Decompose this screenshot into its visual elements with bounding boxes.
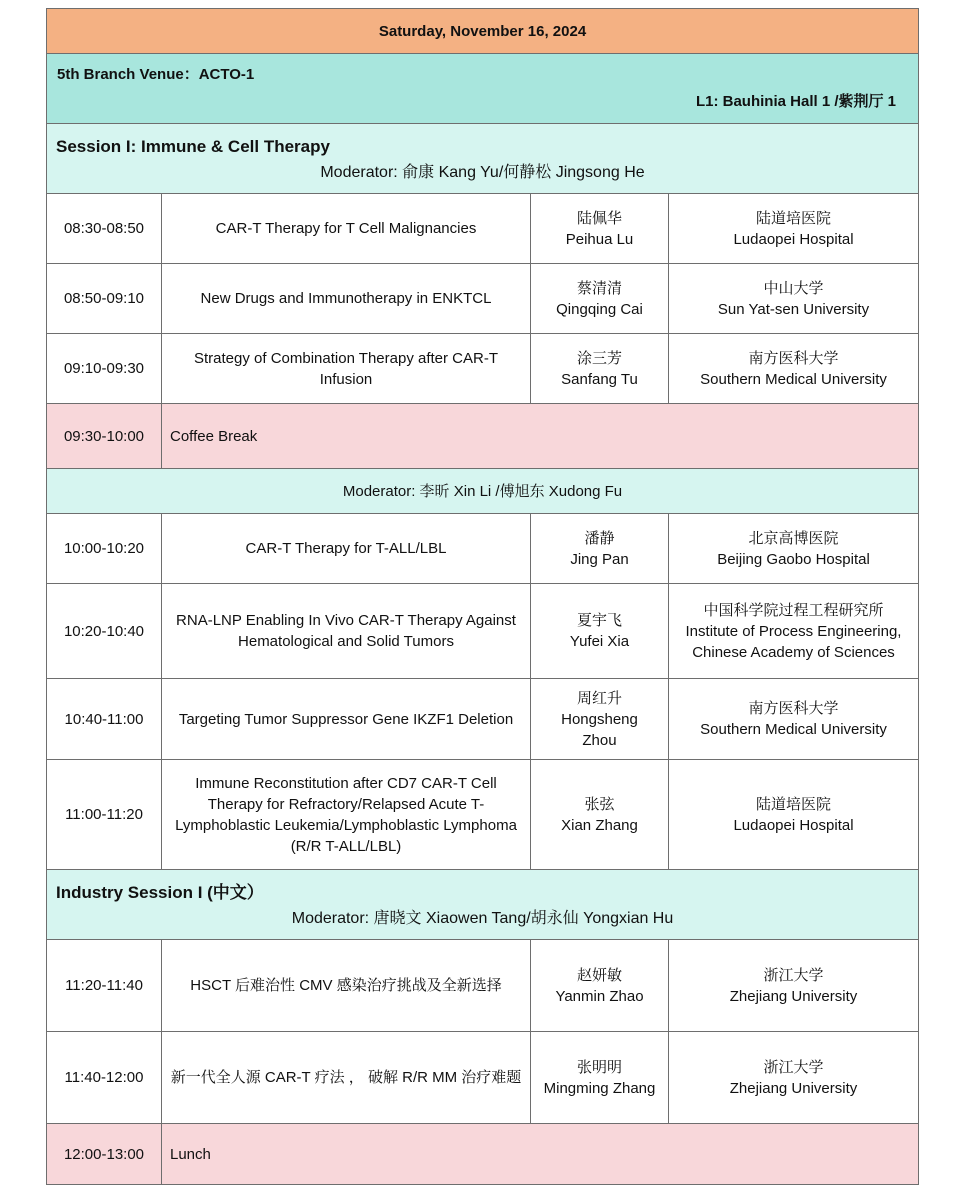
talk-speaker [531,940,669,1032]
moderator-row [47,469,919,514]
institution-cn: 陆道培医院 [756,209,832,227]
talk-speaker [531,514,669,584]
talk-title: Strategy of Combination Therapy after CAR-T Infusion [162,334,531,404]
institution-cn: 浙江大学 [763,1058,824,1076]
institution-cn: 中国科学院过程工程研究所 [703,601,884,619]
talk-row [47,264,919,334]
institution-en: Ludaopei Hospital [733,230,854,248]
talk-speaker [531,194,669,264]
talk-institution [669,264,919,334]
talk-time: 11:00-11:20 [47,760,162,870]
institution-en: Sun Yat-sen University [717,300,870,318]
speaker-en: Mingming Zhang [543,1079,656,1097]
speaker-en: Sanfang Tu [561,370,638,388]
talk-time: 11:40-12:00 [47,1032,162,1124]
session-title: Session I: Immune & Cell Therapy [56,137,330,156]
institution-cn: 北京高博医院 [748,529,839,547]
talk-title: Immune Reconstitution after CD7 CAR-T Cell Therapy for Refractory/Relapsed Acute T-Lymphoblastic Leukemia/Lymphoblastic Lymphoma (R/R T-ALL/LBL) [162,760,531,870]
speaker-cn: 夏宇飞 [576,612,622,629]
talk-title: CAR-T Therapy for T-ALL/LBL [162,514,531,584]
speaker-en: Peihua Lu [565,230,634,248]
talk-speaker [531,584,669,679]
institution-cn: 南方医科大学 [748,349,839,367]
institution-en: Beijing Gaobo Hospital [717,550,870,568]
lunch-label: Lunch [162,1124,919,1185]
talk-row [47,1032,919,1124]
speaker-en: Jing Pan [570,550,629,568]
institution-en: Institute of Process Engineering, Chinese Academy of Sciences [685,622,902,661]
industry-session-title: Industry Session I (中文） [56,883,264,902]
session-header-row [47,124,919,194]
lunch-time: 12:00-13:00 [47,1124,162,1185]
coffee-break-time: 09:30-10:00 [47,404,162,469]
speaker-cn: 周红升 [576,689,622,707]
talk-title: HSCT 后难治性 CMV 感染治疗挑战及全新选择 [162,940,531,1032]
speaker-en: Xian Zhang [561,816,638,834]
date-header-row [47,9,919,54]
institution-cn: 南方医科大学 [748,700,839,717]
institution-en: Southern Medical University [700,370,887,388]
schedule-table [46,8,919,1185]
speaker-en: Qingqing Cai [556,300,643,318]
talk-institution [669,940,919,1032]
speaker-cn: 张弦 [584,795,615,813]
session-moderator: Moderator: 李昕 Xin Li /傅旭东 Xudong Fu [47,469,919,514]
talk-time: 11:20-11:40 [47,940,162,1032]
speaker-cn: 赵妍敏 [576,966,622,984]
talk-time: 09:10-09:30 [47,334,162,404]
coffee-break-label: Coffee Break [162,404,919,469]
talk-title: New Drugs and Immunotherapy in ENKTCL [162,264,531,334]
institution-cn: 陆道培医院 [756,795,832,813]
talk-time: 10:40-11:00 [47,679,162,760]
talk-row [47,940,919,1032]
talk-row [47,760,919,870]
coffee-break-row [47,404,919,469]
talk-institution [669,760,919,870]
speaker-cn: 张明明 [576,1058,622,1076]
speaker-cn: 涂三芳 [576,349,622,367]
institution-cn: 中山大学 [763,279,824,297]
industry-session-moderator: Moderator: 唐晓文 Xiaowen Tang/胡永仙 Yongxian Hu [291,910,674,927]
venue-hall: L1: Bauhinia Hall 1 /紫荆厅 1 [695,93,897,110]
talk-speaker [531,264,669,334]
speaker-cn: 潘静 [584,529,615,547]
talk-row [47,194,919,264]
talk-time: 08:50-09:10 [47,264,162,334]
talk-speaker [531,1032,669,1124]
venue-name: 5th Branch Venue：ACTO-1 [57,66,255,83]
talk-title: 新一代全人源 CAR-T 疗法 ， 破解 R/R MM 治疗难题 [162,1032,531,1124]
institution-en: Zhejiang University [729,987,858,1005]
venue-row [47,54,919,124]
talk-speaker [531,760,669,870]
speaker-en: Yufei Xia [569,633,630,650]
speaker-cn: 蔡清清 [576,279,622,297]
lunch-row [47,1124,919,1185]
talk-time: 08:30-08:50 [47,194,162,264]
speaker-en: Yanmin Zhao [555,987,644,1005]
speaker-en: Hongsheng Zhou [561,710,638,749]
talk-row [47,584,919,679]
talk-institution [669,1032,919,1124]
talk-speaker [531,334,669,404]
talk-title: Targeting Tumor Suppressor Gene IKZF1 Deletion [162,679,531,760]
talk-row [47,514,919,584]
date-header: Saturday, November 16, 2024 [47,9,919,54]
talk-time: 10:00-10:20 [47,514,162,584]
talk-row [47,334,919,404]
talk-institution [669,514,919,584]
talk-institution [669,679,919,760]
institution-en: Zhejiang University [729,1079,858,1097]
institution-cn: 浙江大学 [763,966,824,984]
talk-time: 10:20-10:40 [47,584,162,679]
session-moderator: Moderator: 俞康 Kang Yu/何静松 Jingsong He [320,164,645,181]
speaker-cn: 陆佩华 [576,209,622,227]
talk-row [47,679,919,760]
talk-speaker [531,679,669,760]
talk-institution [669,194,919,264]
talk-institution [669,334,919,404]
institution-en: Southern Medical University [700,721,887,738]
industry-session-header-row [47,870,919,940]
talk-title: CAR-T Therapy for T Cell Malignancies [162,194,531,264]
talk-institution [669,584,919,679]
talk-title: RNA-LNP Enabling In Vivo CAR-T Therapy Against Hematological and Solid Tumors [162,584,531,679]
institution-en: Ludaopei Hospital [733,816,854,834]
